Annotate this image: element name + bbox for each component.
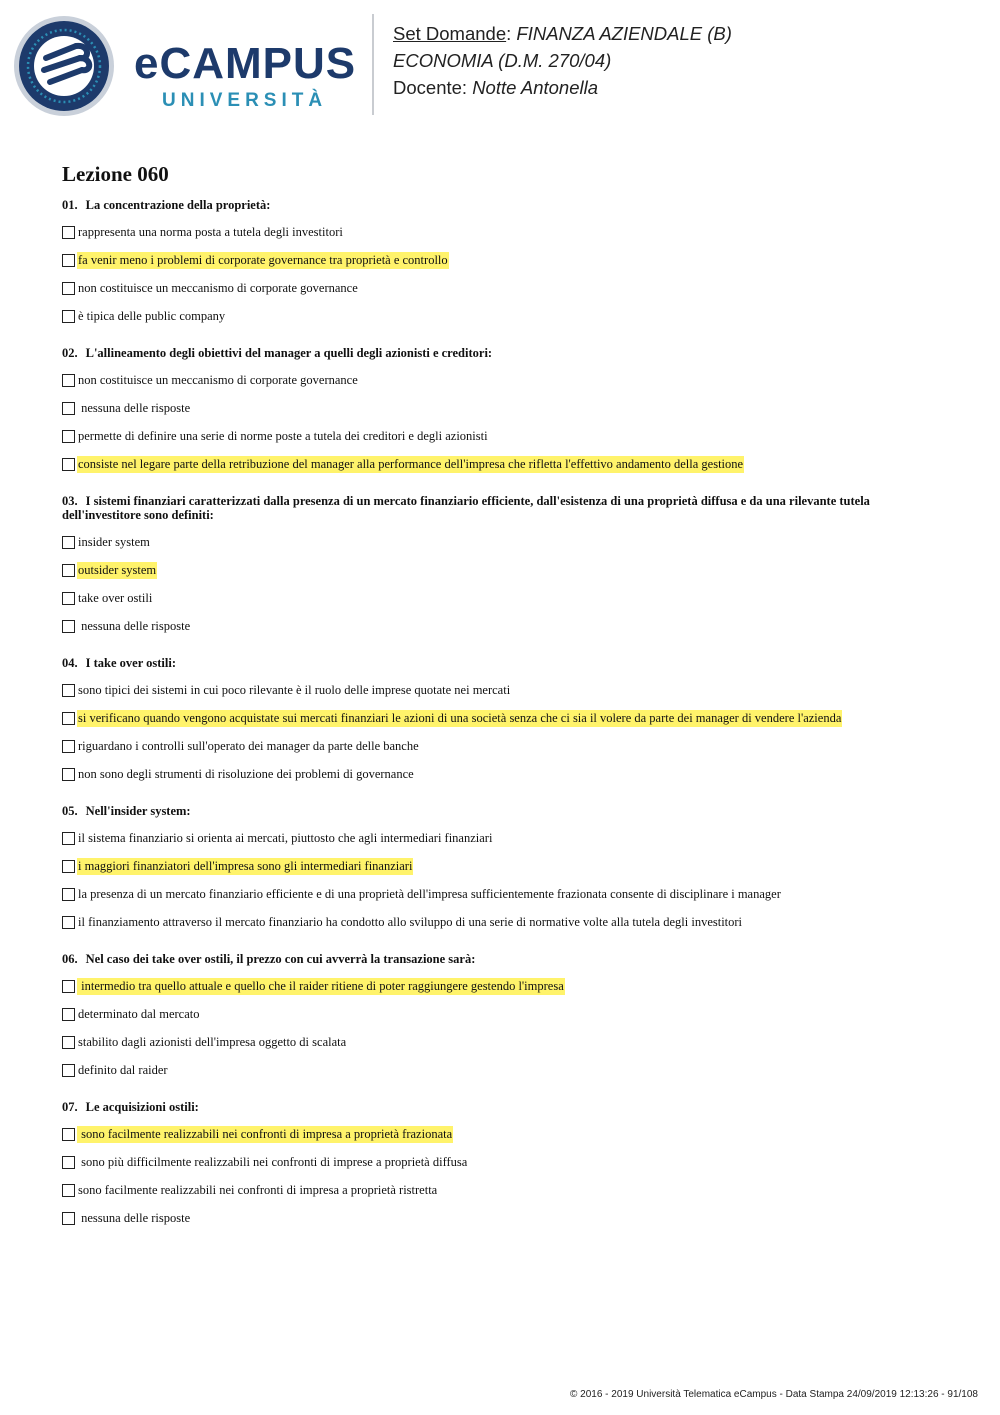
program-name: ECONOMIA (D.M. 270/04) [393,50,612,71]
answer-text: è tipica delle public company [78,308,226,323]
answer-option[interactable] [62,824,942,852]
question-list [62,198,942,1232]
question-number: 07. [62,1100,78,1114]
answer-checkbox[interactable] [62,684,75,697]
answer-option[interactable] [62,218,942,246]
answer-checkbox[interactable] [62,620,75,633]
correct-answer-text: sono facilmente realizzabili nei confronti di impresa a proprietà frazionata [78,1126,453,1141]
answer-text: determinato dal mercato [78,1006,200,1021]
answer-option[interactable] [62,704,942,732]
answer-option[interactable] [62,1176,942,1204]
question-block [62,198,942,330]
answer-option[interactable] [62,1148,942,1176]
answer-checkbox[interactable] [62,740,75,753]
answer-option[interactable] [62,1120,942,1148]
answer-checkbox[interactable] [62,592,75,605]
answer-checkbox[interactable] [62,1184,75,1197]
set-separator: : [506,23,512,44]
answer-checkbox[interactable] [62,860,75,873]
answer-text: nessuna delle risposte [78,618,191,633]
answer-checkbox[interactable] [62,1036,75,1049]
answer-text: nessuna delle risposte [78,1210,191,1225]
page-header [0,0,1000,130]
answer-option[interactable] [62,584,942,612]
answer-text: definito dal raider [78,1062,168,1077]
question-block [62,1100,942,1232]
answer-option[interactable] [62,1000,942,1028]
answer-option[interactable] [62,1204,942,1232]
logo-subtitle-text: UNIVERSITÀ [162,90,328,111]
answer-option[interactable] [62,908,942,936]
answer-text: il finanziamento attraverso il mercato finanziario ha condotto allo sviluppo di una serie di normative volte alla tutela degli investitori [78,914,743,929]
answer-text: sono facilmente realizzabili nei confronti di impresa a proprietà ristretta [78,1182,438,1197]
answer-option[interactable] [62,880,942,908]
answer-option[interactable] [62,274,942,302]
answer-option[interactable] [62,760,942,788]
question-text: I sistemi finanziari caratterizzati dalla presenza di un mercato finanziario efficiente, dall'esistenza di una proprietà diffusa e da una rilevante tutela dell'investitore sono definiti: [62,494,870,522]
answer-checkbox[interactable] [62,888,75,901]
answer-option[interactable] [62,556,942,584]
question-block [62,952,942,1084]
header-divider [372,14,374,115]
answer-option[interactable] [62,394,942,422]
answer-text: nessuna delle risposte [78,400,191,415]
correct-answer-text: intermedio tra quello attuale e quello che il raider ritiene di poter raggiungere gestendo l'impresa [78,978,564,993]
question-title [62,804,942,818]
question-number: 03. [62,494,78,508]
header-info [393,20,732,101]
question-number: 05. [62,804,78,818]
question-block [62,656,942,788]
answer-checkbox[interactable] [62,1212,75,1225]
question-text: La concentrazione della proprietà: [85,198,271,212]
question-text: Le acquisizioni ostili: [85,1100,199,1114]
answer-text: sono tipici dei sistemi in cui poco rilevante è il ruolo delle imprese quotate nei mercati [78,682,511,697]
correct-answer-text: si verificano quando vengono acquistate sui mercati finanziari le azioni di una società senza che ci sia il volere da parte dei manager di vendere l'azienda [78,710,842,725]
question-number: 02. [62,346,78,360]
answer-text: sono più difficilmente realizzabili nei confronti di imprese a proprietà diffusa [78,1154,468,1169]
answer-option[interactable] [62,422,942,450]
answer-checkbox[interactable] [62,254,75,267]
question-title [62,1100,942,1114]
course-name: FINANZA AZIENDALE (B) [516,23,732,44]
question-text: L'allineamento degli obiettivi del manager a quelli degli azionisti e creditori: [85,346,493,360]
correct-answer-text: i maggiori finanziatori dell'impresa sono gli intermediari finanziari [78,858,413,873]
question-text: Nell'insider system: [85,804,191,818]
question-text: I take over ostili: [85,656,177,670]
answer-option[interactable] [62,612,942,640]
logo-brand-text: eCAMPUS [134,39,357,88]
answer-option[interactable] [62,366,942,394]
quiz-content [62,160,942,1248]
answer-checkbox[interactable] [62,980,75,993]
program-line [393,47,732,74]
correct-answer-text: outsider system [78,562,157,577]
answer-text: non sono degli strumenti di risoluzione dei problemi di governance [78,766,414,781]
question-number: 01. [62,198,78,212]
question-block [62,804,942,936]
answer-option[interactable] [62,528,942,556]
answer-checkbox[interactable] [62,226,75,239]
answer-checkbox[interactable] [62,916,75,929]
correct-answer-text: consiste nel legare parte della retribuzione del manager alla performance dell'impresa che rifletta l'effettivo andamento della gestione [78,456,744,471]
teacher-name: Notte Antonella [472,77,599,98]
teacher-label: Docente: [393,77,468,98]
lesson-title: Lezione 060 [62,162,169,186]
question-number: 06. [62,952,78,966]
answer-option[interactable] [62,732,942,760]
question-block [62,346,942,478]
answer-checkbox[interactable] [62,832,75,845]
answer-text: permette di definire una serie di norme poste a tutela dei creditori e degli azionisti [78,428,488,443]
answer-checkbox[interactable] [62,1156,75,1169]
answer-option[interactable] [62,676,942,704]
answer-checkbox[interactable] [62,768,75,781]
answer-option[interactable] [62,246,942,274]
page-footer: © 2016 - 2019 Università Telematica eCampus - Data Stampa 24/09/2019 12:13:26 - 91/108 [570,1389,978,1400]
answer-text: non costituisce un meccanismo di corporate governance [78,280,358,295]
set-label: Set Domande [393,23,507,44]
answer-option[interactable] [62,450,942,478]
answer-option[interactable] [62,1056,942,1084]
answer-text: stabilito dagli azionisti dell'impresa oggetto di scalata [78,1034,347,1049]
answer-checkbox[interactable] [62,402,75,415]
answer-checkbox[interactable] [62,564,75,577]
answer-text: la presenza di un mercato finanziario efficiente e di una proprietà dell'impresa sufficientemente frazionata consente di disciplinare i manager [78,886,781,901]
answer-text: take over ostili [78,590,153,605]
answer-checkbox[interactable] [62,430,75,443]
question-text: Nel caso dei take over ostili, il prezzo con cui avverrà la transazione sarà: [85,952,476,966]
answer-text: riguardano i controlli sull'operato dei manager da parte delle banche [78,738,419,753]
correct-answer-text: fa venir meno i problemi di corporate governance tra proprietà e controllo [78,252,448,267]
answer-checkbox[interactable] [62,458,75,471]
answer-checkbox[interactable] [62,374,75,387]
answer-text: rappresenta una norma posta a tutela degli investitori [78,224,343,239]
answer-option[interactable] [62,972,942,1000]
question-title [62,346,942,360]
answer-checkbox[interactable] [62,712,75,725]
course-line [393,20,732,47]
answer-checkbox[interactable] [62,1064,75,1077]
question-title [62,952,942,966]
question-title [62,494,942,522]
answer-option[interactable] [62,302,942,330]
answer-checkbox[interactable] [62,282,75,295]
answer-checkbox[interactable] [62,536,75,549]
answer-option[interactable] [62,852,942,880]
answer-text: non costituisce un meccanismo di corporate governance [78,372,358,387]
question-number: 04. [62,656,78,670]
answer-text: insider system [78,534,150,549]
teacher-line [393,74,732,101]
ecampus-logo [14,14,359,119]
question-title [62,656,942,670]
question-title [62,198,942,212]
answer-checkbox[interactable] [62,1128,75,1141]
answer-option[interactable] [62,1028,942,1056]
question-block [62,494,942,640]
answer-checkbox[interactable] [62,310,75,323]
answer-checkbox[interactable] [62,1008,75,1021]
answer-text: il sistema finanziario si orienta ai mercati, piuttosto che agli intermediari finanziari [78,830,493,845]
